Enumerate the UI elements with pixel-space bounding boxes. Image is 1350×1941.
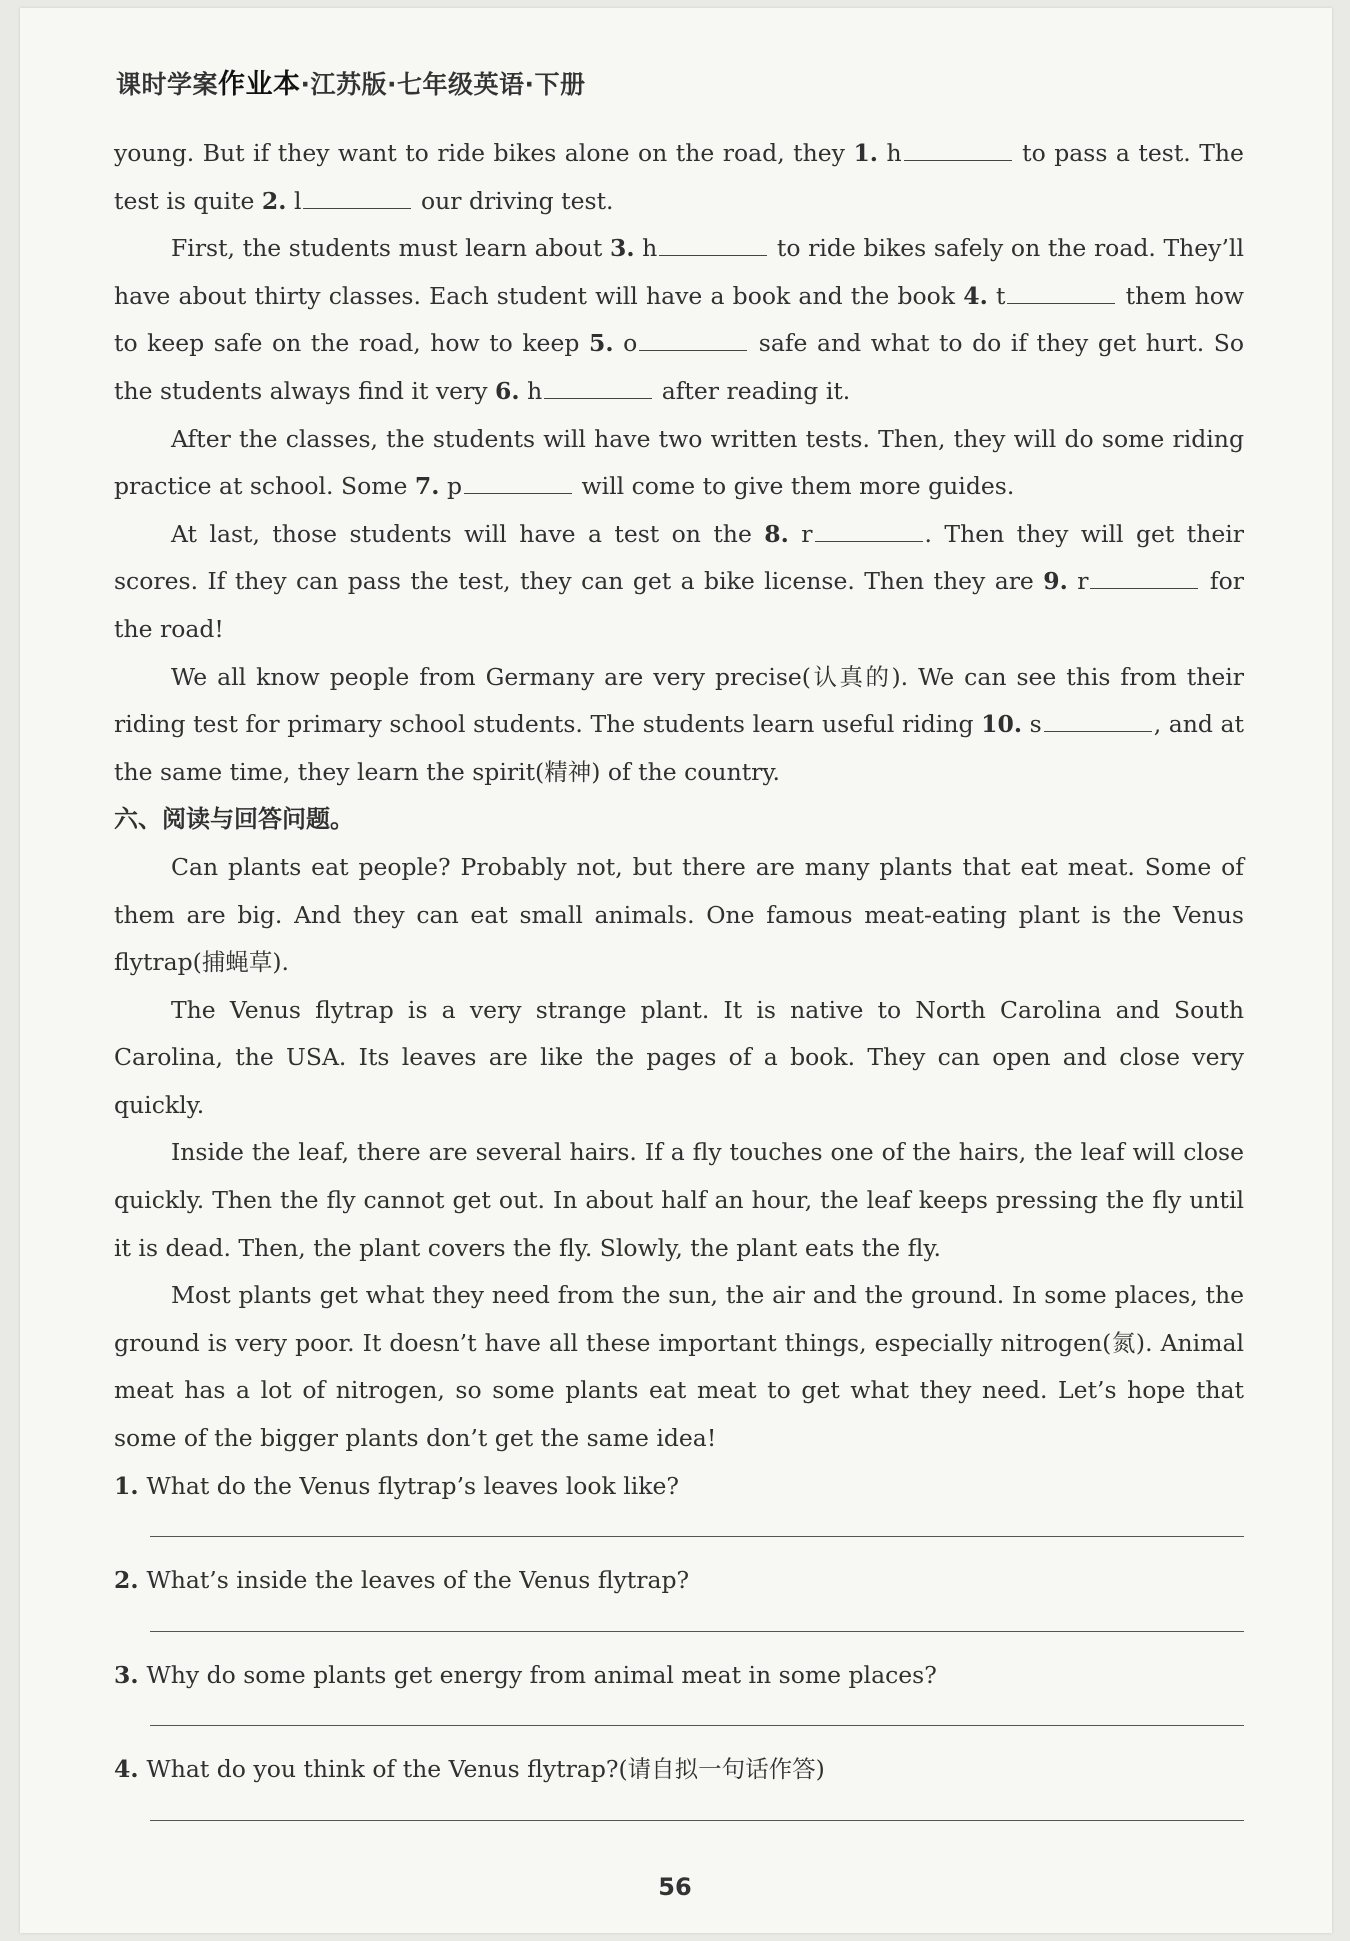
question-text: What do you think of the Venus flytrap?(请自拟一句话作答) (146, 1755, 825, 1784)
answer-line-3[interactable] (150, 1699, 1244, 1746)
question-number: 1. (114, 1471, 139, 1500)
question-3 (114, 1652, 1244, 1700)
section-title: 六、阅读与回答问题。 (114, 805, 354, 834)
header-series: 课时学案 (116, 70, 219, 99)
blank-number-6: 6. (495, 376, 520, 405)
header-edition: ·江苏版·七年级英语·下册 (300, 70, 586, 99)
blank-2[interactable] (303, 186, 411, 209)
reading-paragraph-3: Inside the leaf, there are several hairs. If a fly touches one of the hairs, the leaf will close quickly. Then the fly cannot get out. In about half an hour, the leaf keeps pressing the fly until it is dead. Then, the plant covers the fly. Slowly, the plant eats the fly. (114, 1138, 1244, 1262)
answer-line-4[interactable] (150, 1794, 1244, 1841)
question-number: 3. (114, 1660, 139, 1689)
blank-letter-9: r (1077, 567, 1089, 596)
question-text: Why do some plants get energy from animal meat in some places? (146, 1660, 937, 1689)
blank-number-1: 1. (853, 139, 878, 167)
blank-letter-6: h (527, 376, 543, 405)
page-number: 56 (658, 1873, 692, 1901)
blank-5[interactable] (639, 328, 747, 351)
reading-paragraph-1: Can plants eat people? Probably not, but there are many plants that eat meat. Some of them are big. And they can eat small animals. One famous meat-eating plant is the Venus flytrap(捕蝇草). (114, 852, 1244, 977)
blank-letter-7: p (446, 472, 462, 501)
blank-8[interactable] (815, 519, 923, 542)
blank-number-5: 5. (588, 329, 614, 358)
question-number: 2. (114, 1566, 139, 1595)
blank-letter-1: h (886, 139, 902, 167)
blank-letter-10: s (1029, 710, 1042, 739)
question-text: What’s inside the leaves of the Venus flytrap? (146, 1566, 690, 1595)
cloze-paragraph-2: First, the students must learn about 3. h to ride bikes safely on the road. They’ll have about thirty classes. Each student will have a book and the book 4. t them how to keep safe on the road, how to keep 5. o safe and what to do if they get hurt. So the students always find it very 6. h after reading it. (114, 234, 1244, 405)
cloze-paragraph-4: At last, those students will have a test on the 8. r . Then they will get their scores. If they can pass the test, they can get a bike license. Then they are 9. r for the road! (114, 519, 1245, 643)
cloze-paragraph-1: young. But if they want to ride bikes alone on the road, they 1. h to pass a test. The test is quite 2. l our driving test. (114, 139, 1244, 215)
page-content (114, 130, 1244, 1841)
question-2 (114, 1557, 1244, 1605)
question-1 (114, 1463, 1244, 1511)
cloze-paragraph-5: We all know people from Germany are very precise(认真的). We can see this from their riding test for primary school students. The students learn useful riding 10. s , and at the same time, they learn the spirit(精神) of the country. (114, 662, 1244, 786)
blank-number-9: 9. (1043, 567, 1068, 596)
question-text: What do the Venus flytrap’s leaves look like? (146, 1471, 680, 1500)
blank-letter-2: l (293, 186, 302, 215)
blank-number-7: 7. (414, 472, 440, 501)
blank-number-2: 2. (261, 186, 287, 215)
blank-number-8: 8. (764, 519, 789, 548)
blank-letter-8: r (801, 519, 813, 548)
blank-7[interactable] (464, 471, 572, 494)
answer-line-2[interactable] (150, 1605, 1244, 1652)
blank-letter-5: o (623, 329, 638, 358)
reading-paragraph-2: The Venus flytrap is a very strange plant. It is native to North Carolina and South Carolina, the USA. Its leaves are like the pages of a book. They can open and close very quickly. (114, 995, 1244, 1119)
question-number: 4. (114, 1755, 139, 1784)
blank-letter-3: h (642, 234, 658, 263)
reading-paragraph-4: Most plants get what they need from the sun, the air and the ground. In some places, the ground is very poor. It doesn’t have all these important things, especially nitrogen(氮). Animal meat has a lot of nitrogen, so some plants eat meat to get what they need. Let’s hope that some of the bigger plants don’t get the same idea! (114, 1281, 1244, 1453)
blank-6[interactable] (544, 376, 652, 399)
answer-line-1[interactable] (150, 1510, 1244, 1557)
blank-10[interactable] (1044, 709, 1152, 732)
blank-3[interactable] (659, 233, 767, 256)
blank-letter-4: t (995, 281, 1006, 310)
blank-1[interactable] (904, 138, 1012, 161)
blank-number-4: 4. (963, 281, 988, 310)
cloze-paragraph-3: After the classes, the students will have two written tests. Then, they will do some riding practice at school. Some 7. p will come to give them more guides. (114, 424, 1244, 501)
blank-number-3: 3. (609, 234, 635, 263)
blank-9[interactable] (1090, 566, 1198, 589)
blank-4[interactable] (1007, 281, 1115, 304)
blank-number-10: 10. (981, 710, 1023, 739)
header-workbook: 作业本 (218, 69, 301, 100)
book-header (116, 62, 586, 101)
question-4 (114, 1746, 1244, 1794)
